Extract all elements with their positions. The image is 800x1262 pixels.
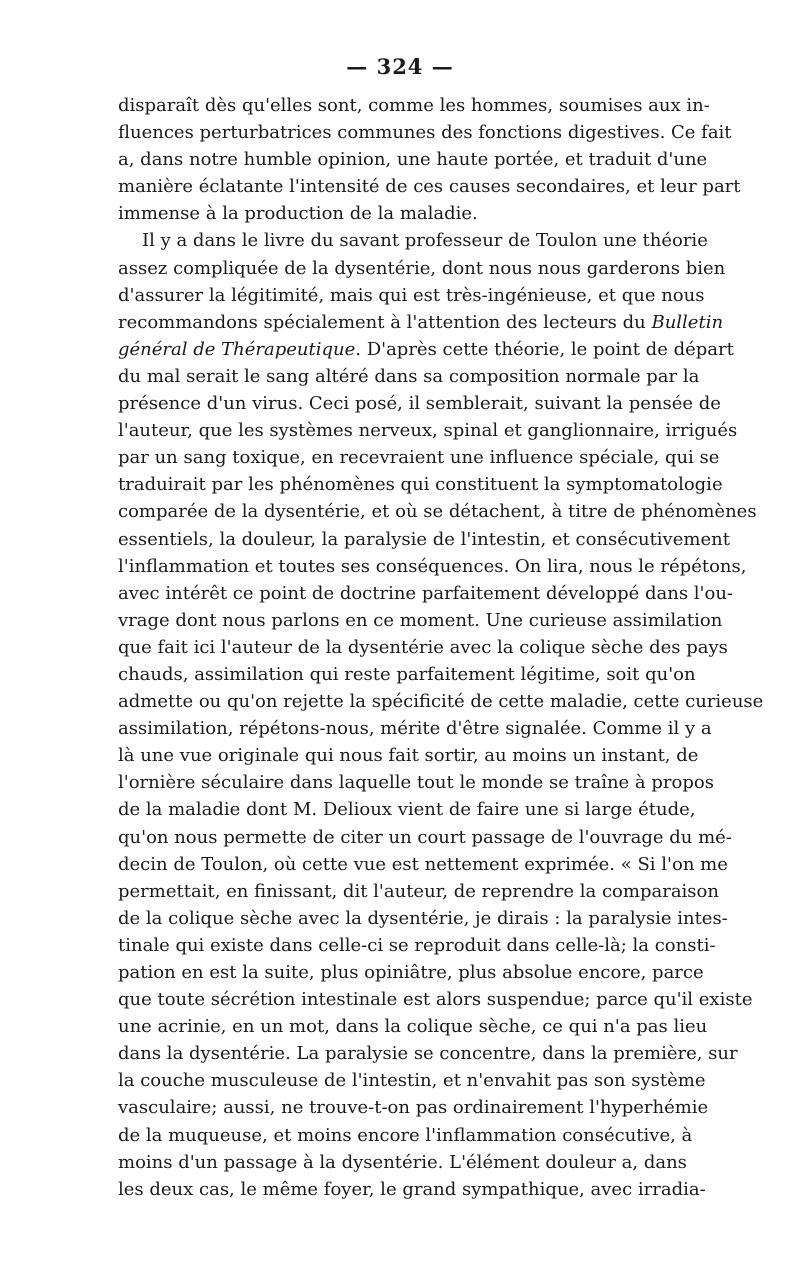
- text-line: par un sang toxique, en recevraient une influence spéciale, qui se: [118, 447, 720, 469]
- text-line: que fait ici l'auteur de la dysentérie avec la colique sèche des pays: [118, 636, 728, 658]
- text-fragment: recommandons spécialement à l'attention des lecteurs du: [118, 311, 646, 333]
- text-line: assimilation, répétons-nous, mérite d'être signalée. Comme il y a: [118, 718, 712, 740]
- page-number: — 324 —: [346, 54, 454, 79]
- text-line: présence d'un virus. Ceci posé, il semblerait, suivant la pensée de: [118, 393, 721, 415]
- text-line: une acrinie, en un mot, dans la colique sèche, ce qui n'a pas lieu: [118, 1016, 708, 1038]
- text-line: vrage dont nous parlons en ce moment. Une curieuse assimilation: [118, 609, 723, 631]
- text-line: Il y a dans le livre du savant professeur de Toulon une théorie: [142, 230, 708, 252]
- journal-title-italic: Bulletin: [651, 311, 724, 333]
- text-line: la couche musculeuse de l'intestin, et n'envahit pas son système: [118, 1070, 706, 1092]
- paragraph-2: [118, 227, 764, 1202]
- text-line: decin de Toulon, où cette vue est nettement exprimée. « Si l'on me: [118, 853, 728, 875]
- text-line: là une vue originale qui nous fait sortir, au moins un instant, de: [118, 745, 699, 767]
- text-line: général de Thérapeutique. D'après cette théorie, le point de départ: [118, 338, 734, 360]
- text-line: [118, 309, 724, 336]
- text-line: comparée de la dysentérie, et où se détachent, à titre de phénomènes: [118, 501, 757, 523]
- text-line: fluences perturbatrices communes des fonctions digestives. Ce fait: [118, 122, 732, 144]
- text-line: l'inflammation et toutes ses conséquences. On lira, nous le répétons,: [118, 555, 747, 577]
- text-line: avec intérêt ce point de doctrine parfaitement développé dans l'ou-: [118, 582, 734, 604]
- text-line: pation en est la suite, plus opiniâtre, plus absolue encore, parce: [118, 962, 704, 983]
- text-line: qu'on nous permette de citer un court passage de l'ouvrage du mé-: [118, 826, 732, 848]
- text-line: vasculaire; aussi, ne trouve-t-on pas ordinairement l'hyperhémie: [118, 1097, 709, 1119]
- journal-title-italic: général de Thérapeutique: [118, 338, 356, 360]
- text-line: de la maladie dont M. Delioux vient de faire une si large étude,: [118, 799, 696, 821]
- text-line: manière éclatante l'intensité de ces causes secondaires, et leur part: [118, 176, 741, 198]
- text-line: permettait, en finissant, dit l'auteur, de reprendre la comparaison: [118, 880, 719, 902]
- text-line: que toute sécrétion intestinale est alors suspendue; parce qu'il existe: [118, 989, 753, 1011]
- text-line: admette ou qu'on rejette la spécificité de cette maladie, cette curieuse: [118, 691, 764, 713]
- text-line: de la muqueuse, et moins encore l'inflammation consécutive, à: [118, 1124, 693, 1146]
- text-line: essentiels, la douleur, la paralysie de l'intestin, et consécutivement: [118, 528, 730, 550]
- text-line: disparaît dès qu'elles sont, comme les hommes, soumises aux in-: [118, 95, 710, 116]
- text-line: les deux cas, le même foyer, le grand sympathique, avec irradia-: [118, 1178, 706, 1200]
- text-line: tinale qui existe dans celle-ci se reproduit dans celle-là; la consti-: [118, 934, 716, 956]
- text-line: l'ornière séculaire dans laquelle tout le monde se traîne à propos: [118, 772, 714, 794]
- text-line: du mal serait le sang altéré dans sa composition normale par la: [118, 365, 700, 387]
- text-line: l'auteur, que les systèmes nerveux, spinal et ganglionnaire, irrigués: [118, 420, 738, 442]
- text-line: immense à la production de la maladie.: [118, 203, 478, 225]
- text-line: assez compliquée de la dysentérie, dont nous nous garderons bien: [118, 257, 726, 279]
- text-line: moins d'un passage à la dysentérie. L'élément douleur a, dans: [118, 1151, 687, 1173]
- text-line: de la colique sèche avec la dysentérie, je dirais : la paralysie intes-: [118, 907, 728, 929]
- paragraph-1: [118, 92, 741, 227]
- body-text: [118, 92, 764, 1203]
- text-line: dans la dysentérie. La paralysie se concentre, dans la première, sur: [118, 1043, 738, 1065]
- text-line: d'assurer la légitimité, mais qui est très-ingénieuse, et que nous: [118, 284, 705, 306]
- text-line: chauds, assimilation qui reste parfaitement légitime, soit qu'on: [118, 663, 696, 685]
- text-line: traduirait par les phénomènes qui constituent la symptomatologie: [118, 474, 723, 496]
- text-line: a, dans notre humble opinion, une haute portée, et traduit d'une: [118, 149, 708, 171]
